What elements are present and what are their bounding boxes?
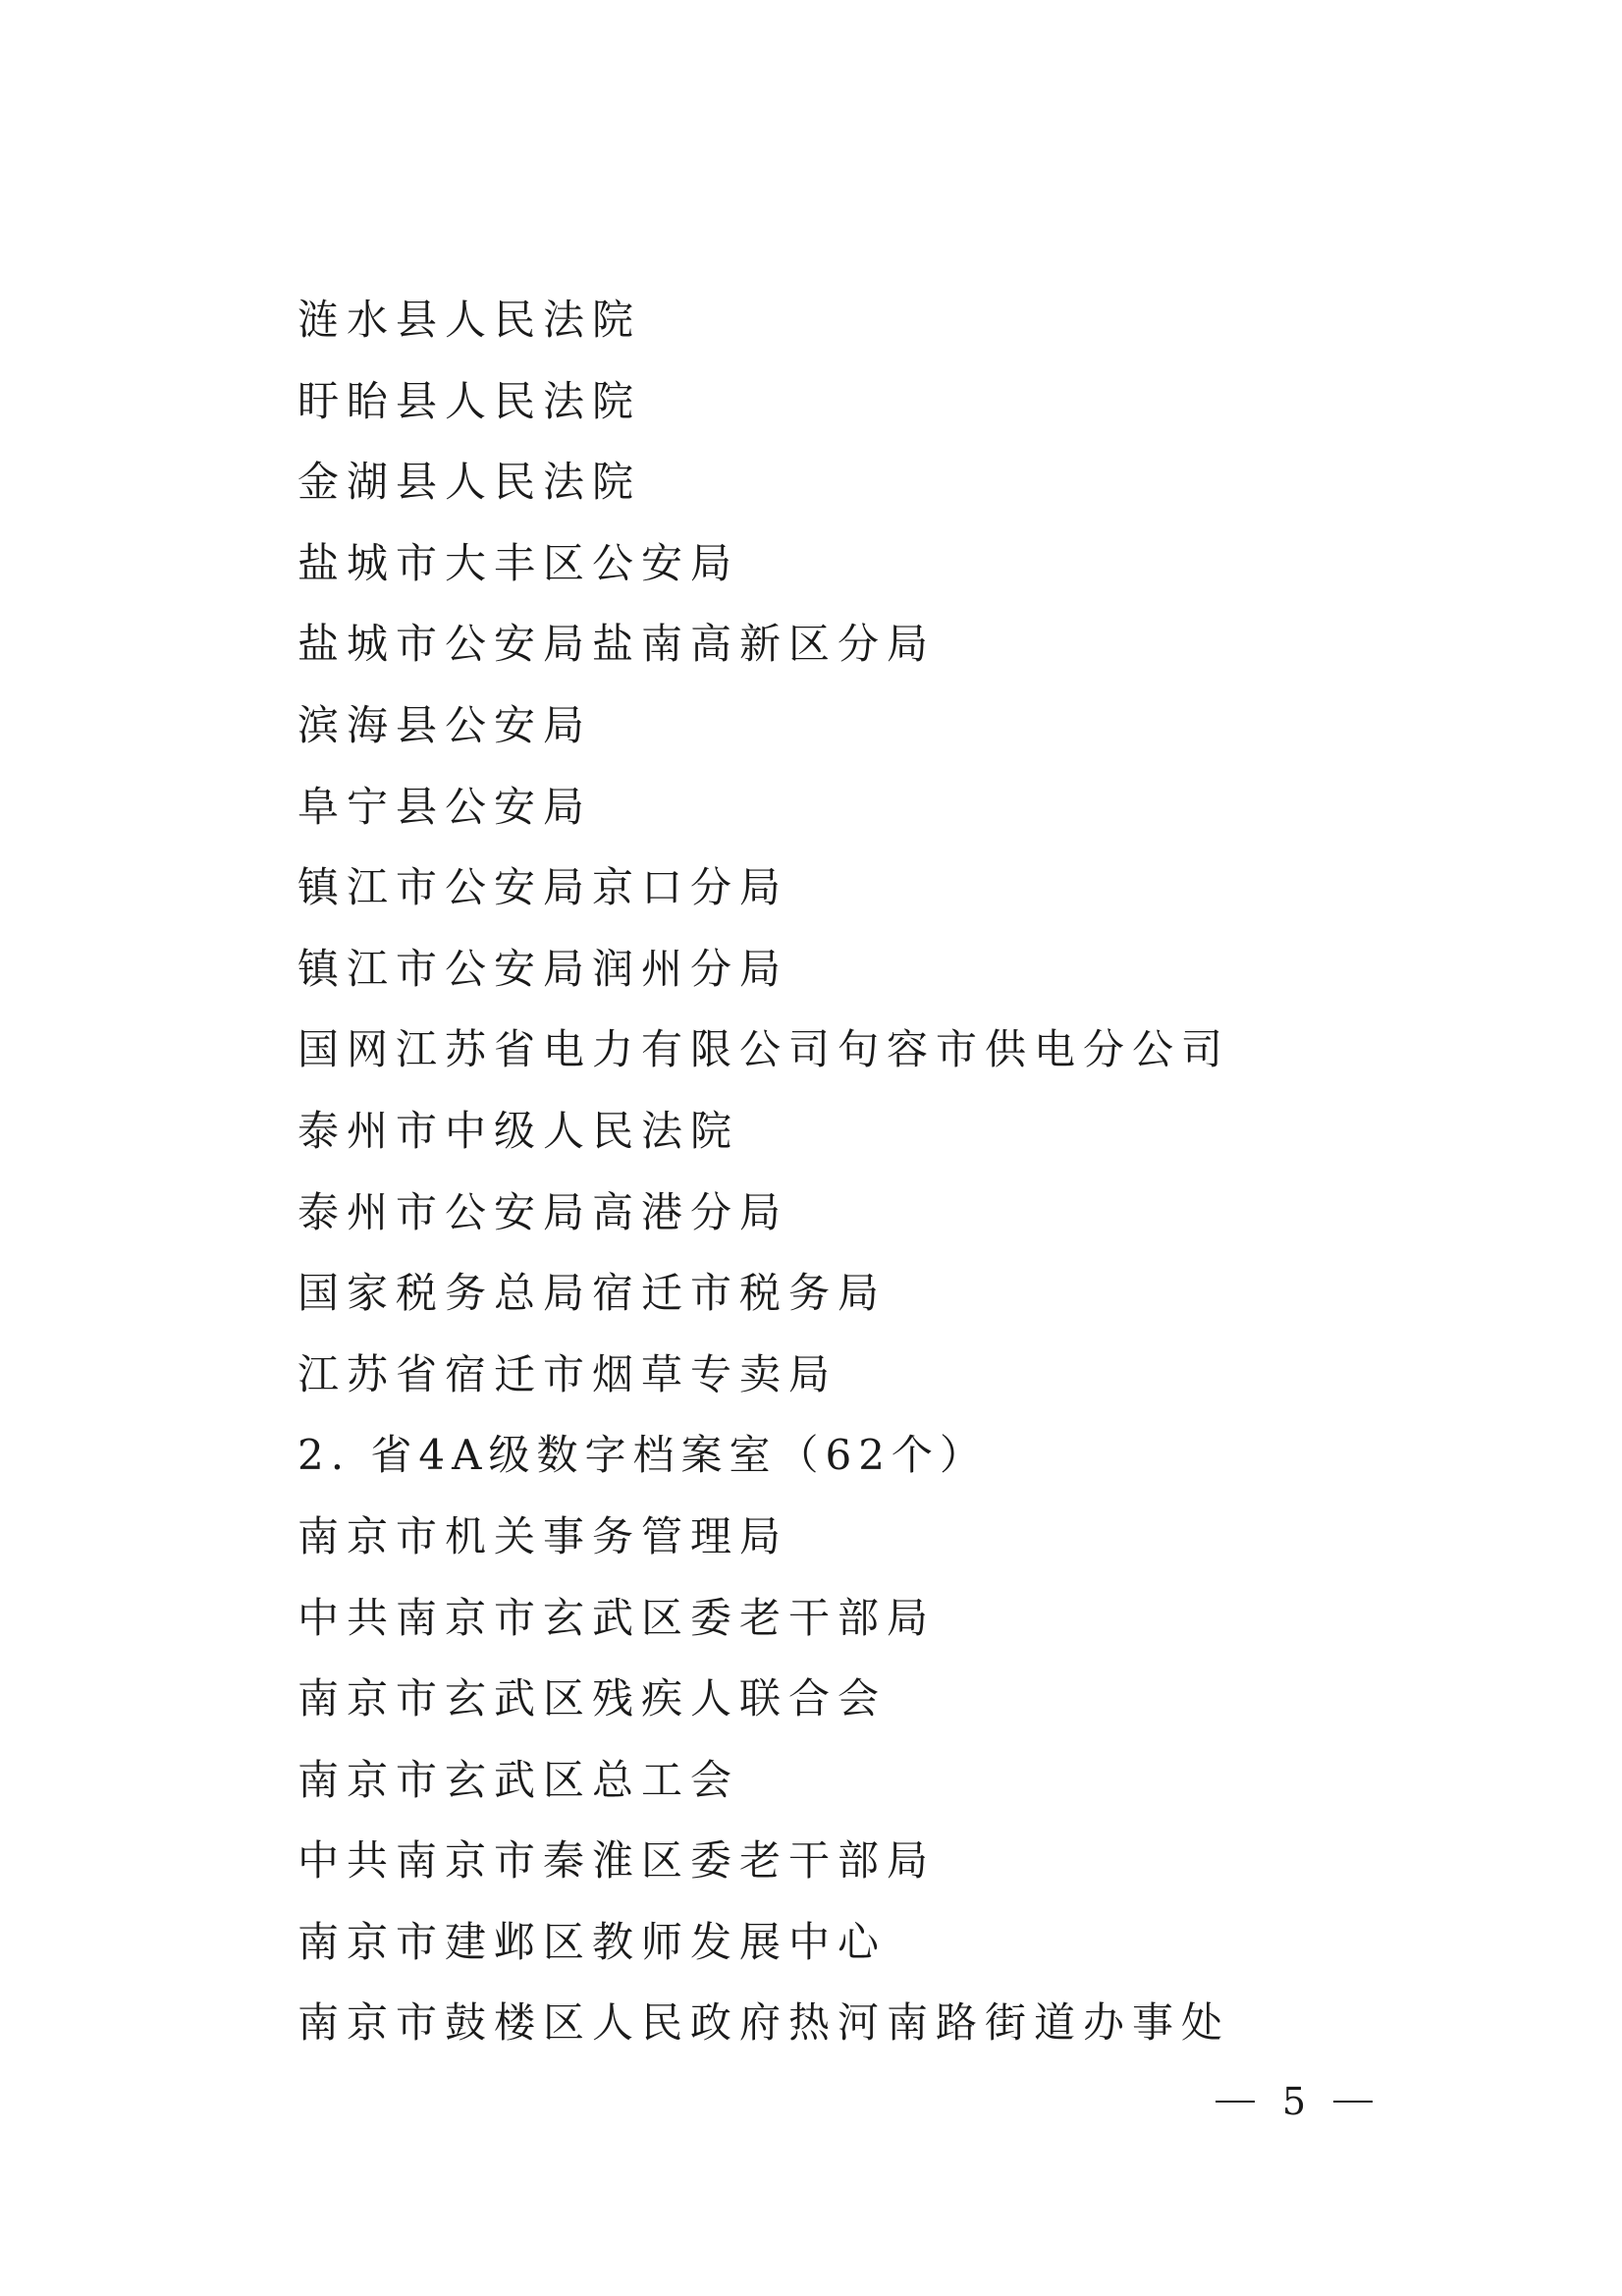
list-item: 阜宁县公安局 (297, 782, 593, 831)
list-item: 涟水县人民法院 (297, 296, 642, 344)
list-item: 金湖县人民法院 (297, 458, 642, 507)
footer-dash-left (1216, 2101, 1255, 2103)
footer-dash-right (1333, 2101, 1373, 2103)
list-item: 盐城市公安局盐南高新区分局 (297, 620, 937, 669)
list-item: 南京市玄武区残疾人联合会 (297, 1674, 888, 1723)
list-item: 中共南京市玄武区委老干部局 (297, 1593, 937, 1642)
list-item: 镇江市公安局润州分局 (297, 944, 789, 993)
list-item: 中共南京市秦淮区委老干部局 (297, 1836, 937, 1886)
list-item: 盱眙县人民法院 (297, 376, 642, 425)
list-item: 国网江苏省电力有限公司句容市供电分公司 (297, 1025, 1231, 1074)
list-item: 泰州市公安局高港分局 (297, 1187, 789, 1236)
page-number: 5 (1281, 2080, 1307, 2123)
list-item: 国家税务总局宿迁市税务局 (297, 1269, 888, 1318)
list-item: 盐城市大丰区公安局 (297, 538, 740, 587)
list-item: 南京市玄武区总工会 (297, 1755, 740, 1804)
list-item: 泰州市中级人民法院 (297, 1106, 740, 1155)
list-item: 镇江市公安局京口分局 (297, 863, 789, 912)
page-footer (1216, 2074, 1373, 2129)
unit-list (297, 280, 1230, 2064)
list-item: 滨海县公安局 (297, 700, 593, 749)
section-heading: 2. 省4A级数字档案室（62个） (297, 1431, 988, 1480)
list-item: 南京市建邺区教师发展中心 (297, 1917, 888, 1966)
list-item: 江苏省宿迁市烟草专卖局 (297, 1349, 838, 1398)
list-item: 南京市机关事务管理局 (297, 1511, 789, 1560)
list-item: 南京市鼓楼区人民政府热河南路街道办事处 (297, 1998, 1231, 2048)
